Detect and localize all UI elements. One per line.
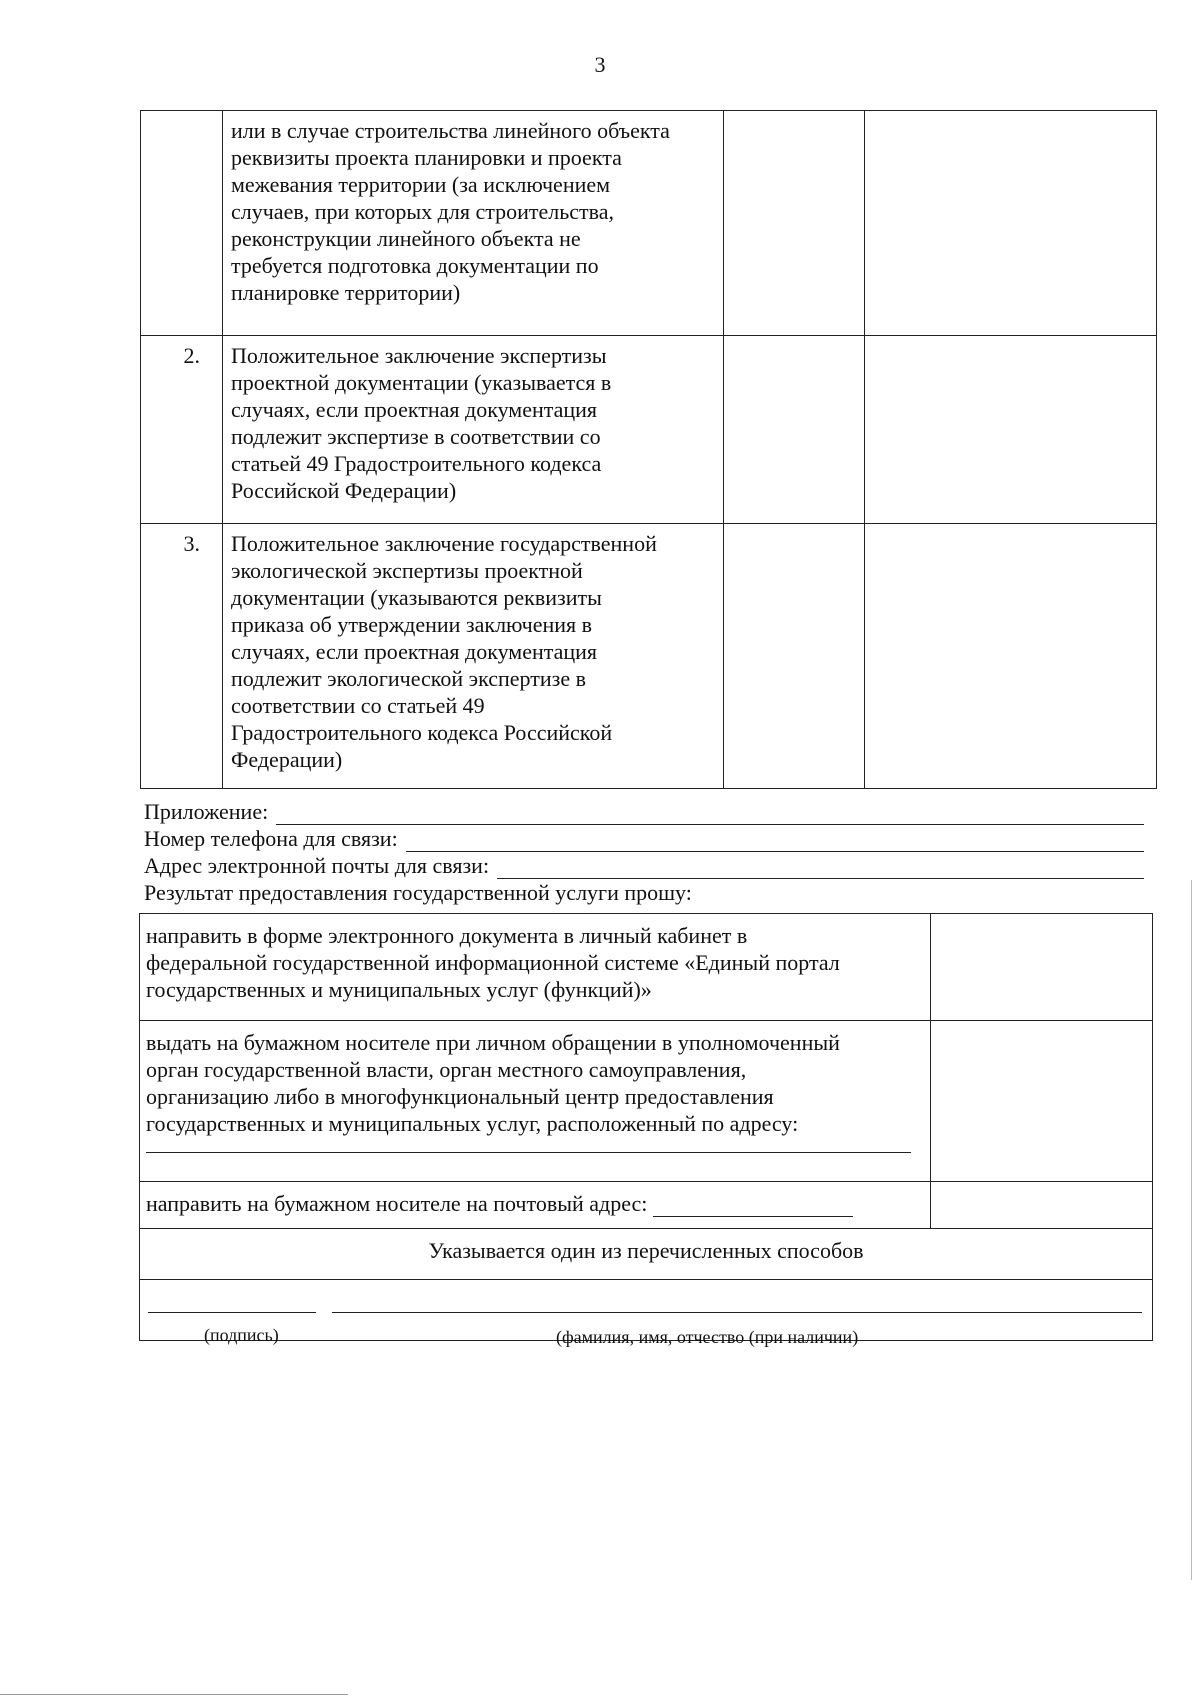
table-row [141,524,1157,789]
contact-fields [144,798,1144,906]
text-line: федеральной государственной информационной системе «Единый портал [146,950,840,975]
delivery-options-table [139,913,1153,1347]
text-line: подлежит экспертизе в соответствии со [231,424,601,449]
note-text: Указывается один из перечисленных способов [140,1229,1153,1280]
text-line: подлежит экологической экспертизе в [231,666,586,691]
full-name-caption: (фамилия, имя, отчество (при наличии) [556,1327,859,1347]
text-line: организацию либо в многофункциональный центр предоставления [146,1084,774,1109]
date-cell[interactable] [865,524,1157,789]
email-label: Адрес электронной почты для связи: [144,853,490,878]
result-label: Результат предоставления государственной услуги прошу: [144,880,692,905]
text-line: Положительное заключение экспертизы [231,343,607,368]
date-cell[interactable] [865,111,1157,336]
text-line: Российской Федерации) [231,478,457,503]
signature-block [148,1280,1142,1354]
scan-edge-mark [1191,880,1192,1580]
text-line: выдать на бумажном носителе при личном обращении в уполномоченный [146,1030,840,1055]
text-line: государственных и муниципальных услуг, расположенный по адресу: [146,1111,799,1136]
details-cell[interactable] [724,336,865,524]
row-number: 3. [141,524,223,789]
row-number [141,111,223,336]
text-line: межевания территории (за исключением [231,172,611,197]
row-description [223,336,724,524]
text-line: случаев, при которых для строительства, [231,199,615,224]
documents-table [140,110,1157,789]
attachment-input-line[interactable] [276,804,1144,825]
text-line: планировке территории) [231,280,461,305]
text-line: орган государственной власти, орган местного самоуправления, [146,1057,747,1082]
option-text [140,1182,931,1229]
text-line: экологической экспертизы проектной [231,558,583,583]
option-checkbox-cell[interactable] [931,1182,1153,1229]
option-checkbox-cell[interactable] [931,914,1153,1021]
option-row-electronic [140,914,1153,1021]
phone-input-line[interactable] [406,831,1144,852]
row-description [223,524,724,789]
text-line: или в случае строительства линейного объекта [231,118,670,143]
option-text [140,1021,931,1182]
text-line: документации (указываются реквизиты [231,585,602,610]
page-number: 3 [594,52,606,77]
text-line: требуется подготовка документации по [231,253,599,278]
address-input-line[interactable] [146,1151,911,1153]
email-input-line[interactable] [497,858,1144,879]
text-line: статьей 49 Градостроительного кодекса [231,451,602,476]
text-line: государственных и муниципальных услуг (функций)» [146,977,652,1002]
text-line: реквизиты проекта планировки и проекта [231,145,622,170]
option-text [140,914,931,1021]
table-row [141,111,1157,336]
option-row-paper-mail [140,1182,1153,1229]
row-description [223,111,724,336]
signature-cell [140,1280,1153,1347]
signature-caption: (подпись) [204,1325,279,1345]
text-line: проектной документации (указывается в [231,370,612,395]
date-cell[interactable] [865,336,1157,524]
email-field[interactable] [144,852,1144,879]
table-row [141,336,1157,524]
text-line: направить в форме электронного документа в личный кабинет в [146,923,748,948]
attachment-label: Приложение: [144,799,269,824]
postal-address-input-line[interactable] [653,1196,853,1217]
full-name-input-line[interactable] [332,1312,1142,1313]
phone-field[interactable] [144,825,1144,852]
text-line: приказа об утверждении заключения в [231,612,593,637]
option-row-paper-in-person [140,1021,1153,1182]
signature-input-line[interactable] [148,1312,316,1313]
signature-row [140,1280,1153,1341]
option-checkbox-cell[interactable] [931,1021,1153,1182]
text-line: Положительное заключение государственной [231,531,657,556]
text-line: Федерации) [231,747,343,772]
scan-bottom-mark [0,1694,348,1695]
details-cell[interactable] [724,524,865,789]
details-cell[interactable] [724,111,865,336]
phone-label: Номер телефона для связи: [144,826,398,851]
text-line: реконструкции линейного объекта не [231,226,581,251]
text-line: случаях, если проектная документация [231,397,598,422]
note-row [140,1229,1153,1280]
text-line: случаях, если проектная документация [231,639,598,664]
attachment-field[interactable] [144,798,1144,825]
row-number: 2. [141,336,223,524]
text-line: Градостроительного кодекса Российской [231,720,613,745]
text-line: соответствии со статьей 49 [231,693,485,718]
mail-option-label: направить на бумажном носителе на почтовый адрес: [146,1191,648,1216]
